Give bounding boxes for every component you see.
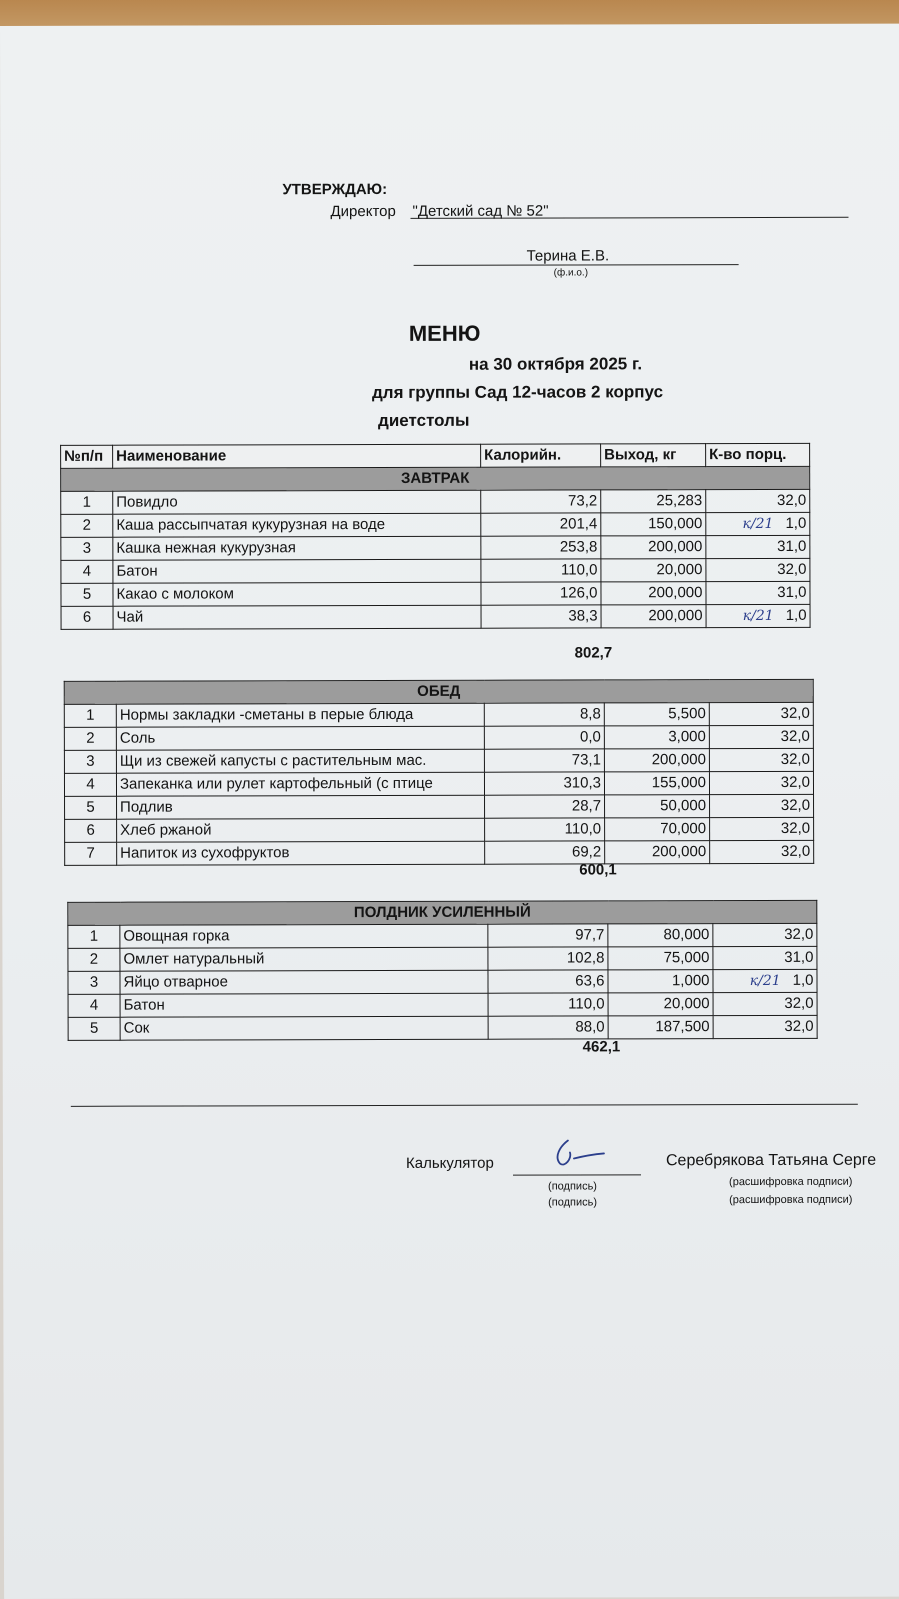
yield-value: 25,283 bbox=[601, 490, 706, 513]
table-row bbox=[68, 992, 817, 1017]
calories-value: 310,3 bbox=[484, 772, 604, 795]
portions-value: 32,0 bbox=[709, 771, 813, 794]
portions-value bbox=[706, 512, 810, 535]
menu-date: на 30 октября 2025 г. bbox=[468, 354, 643, 374]
table-row bbox=[64, 748, 813, 773]
yield-value: 200,000 bbox=[605, 841, 710, 864]
calories-value: 126,0 bbox=[481, 582, 601, 605]
approve-label: УТВЕРЖДАЮ: bbox=[282, 180, 388, 199]
calories-value: 110,0 bbox=[488, 993, 608, 1016]
row-number: 2 bbox=[68, 948, 120, 971]
dish-name: Овощная горка bbox=[120, 924, 488, 948]
row-number: 4 bbox=[68, 994, 120, 1017]
handwritten-note: к/21 bbox=[749, 972, 781, 990]
row-number: 2 bbox=[64, 727, 116, 750]
breakfast-total: 802,7 bbox=[574, 644, 613, 662]
dish-name: Чай bbox=[113, 605, 481, 629]
row-number: 5 bbox=[65, 796, 117, 819]
yield-value: 150,000 bbox=[601, 513, 706, 536]
row-number: 5 bbox=[68, 1017, 120, 1040]
table-row bbox=[61, 558, 810, 583]
portions-value: 32,0 bbox=[713, 923, 817, 946]
yield-value: 75,000 bbox=[608, 947, 713, 970]
portions-value: 32,0 bbox=[713, 1015, 817, 1038]
yield-value: 200,000 bbox=[601, 605, 706, 628]
calories-value: 97,7 bbox=[488, 924, 608, 947]
yield-value: 50,000 bbox=[605, 795, 710, 818]
portions-value: 32,0 bbox=[709, 725, 813, 748]
portions-value: 31,0 bbox=[713, 946, 817, 969]
signature-caption: (подпись) bbox=[548, 1180, 597, 1193]
yield-value: 200,000 bbox=[604, 749, 709, 772]
handwritten-note: к/21 bbox=[742, 515, 774, 533]
dish-name: Подлив bbox=[117, 795, 485, 819]
calories-value: 110,0 bbox=[485, 818, 605, 841]
calculator-label: Калькулятор bbox=[405, 1154, 494, 1172]
portions-value: 32,0 bbox=[706, 489, 810, 512]
dish-name: Нормы закладки -сметаны в перые блюда bbox=[116, 703, 484, 727]
table-header-row bbox=[61, 443, 810, 468]
yield-value: 20,000 bbox=[608, 993, 713, 1016]
row-number: 1 bbox=[61, 491, 113, 514]
calories-value: 0,0 bbox=[484, 726, 604, 749]
director-label: Директор bbox=[330, 202, 396, 221]
column-header: Калорийн. bbox=[481, 444, 601, 467]
menu-document bbox=[0, 24, 899, 1599]
table-row bbox=[64, 702, 813, 727]
calories-value: 63,6 bbox=[488, 970, 608, 993]
portions-value: 32,0 bbox=[710, 817, 814, 840]
dish-name: Сок bbox=[120, 1016, 488, 1040]
portions-value: 32,0 bbox=[706, 558, 810, 581]
director-name: Терина Е.В. bbox=[526, 247, 610, 265]
calories-value: 28,7 bbox=[485, 795, 605, 818]
row-number: 6 bbox=[61, 606, 113, 629]
calories-value: 8,8 bbox=[484, 703, 604, 726]
row-number: 4 bbox=[61, 560, 113, 583]
column-header: №п/п bbox=[61, 445, 113, 468]
portions-value: 32,0 bbox=[713, 992, 817, 1015]
column-header: Выход, кг bbox=[601, 444, 706, 467]
row-number: 7 bbox=[65, 842, 117, 865]
signature-caption: (подпись) bbox=[548, 1196, 598, 1209]
table-row bbox=[68, 923, 817, 948]
table-row bbox=[61, 604, 810, 629]
column-header: Наименование bbox=[113, 444, 481, 468]
yield-value: 3,000 bbox=[604, 726, 709, 749]
snack-table bbox=[67, 900, 817, 1041]
table-row bbox=[64, 725, 813, 750]
portions-value: 31,0 bbox=[706, 535, 810, 558]
section-title-lunch: ОБЕД bbox=[64, 679, 813, 704]
row-number: 4 bbox=[64, 773, 116, 796]
document-divider bbox=[71, 1104, 858, 1107]
decode-caption: (расшифровка подписи) bbox=[729, 1193, 853, 1207]
portions-value: 32,0 bbox=[710, 840, 814, 863]
table-row bbox=[61, 512, 810, 537]
handwritten-note: к/21 bbox=[742, 607, 774, 625]
yield-value: 200,000 bbox=[601, 582, 706, 605]
lunch-total: 600,1 bbox=[579, 861, 617, 879]
calories-value: 110,0 bbox=[481, 559, 601, 582]
yield-value: 80,000 bbox=[608, 924, 713, 947]
column-header: К-во порц. bbox=[706, 443, 810, 466]
calories-value: 253,8 bbox=[481, 536, 601, 559]
dish-name: Повидло bbox=[113, 490, 481, 514]
name-underline bbox=[414, 264, 739, 266]
director-value: "Детский сад № 52" bbox=[412, 202, 549, 220]
calculator-name: Серебрякова Татьяна Серге bbox=[665, 1151, 877, 1170]
menu-group: для группы Сад 12-часов 2 корпус bbox=[371, 382, 664, 403]
dish-name: Какао с молоком bbox=[113, 582, 481, 606]
menu-heading: МЕНЮ bbox=[408, 320, 481, 346]
decode-caption: (расшифровка подписи) bbox=[729, 1175, 853, 1189]
dish-name: Кашка нежная кукурузная bbox=[113, 536, 481, 560]
table-row bbox=[65, 840, 814, 865]
yield-value: 1,000 bbox=[608, 970, 713, 993]
table-row bbox=[65, 794, 814, 819]
table-row bbox=[65, 817, 814, 842]
row-number: 3 bbox=[64, 750, 116, 773]
yield-value: 20,000 bbox=[601, 559, 706, 582]
yield-value: 70,000 bbox=[605, 818, 710, 841]
dish-name: Запеканка или рулет картофельный (с птице bbox=[116, 772, 484, 796]
signature-underline bbox=[513, 1174, 641, 1175]
portions-value: 32,0 bbox=[709, 748, 813, 771]
calories-value: 88,0 bbox=[488, 1016, 608, 1039]
row-number: 1 bbox=[68, 925, 120, 948]
yield-value: 200,000 bbox=[601, 536, 706, 559]
calories-value: 102,8 bbox=[488, 947, 608, 970]
dish-name: Батон bbox=[113, 559, 481, 583]
section-title-breakfast: ЗАВТРАК bbox=[61, 466, 810, 491]
row-number: 3 bbox=[61, 537, 113, 560]
portions-value bbox=[713, 969, 817, 992]
portions-value bbox=[706, 604, 810, 627]
fio-caption: (ф.и.о.) bbox=[553, 267, 589, 279]
calories-value: 201,4 bbox=[481, 513, 601, 536]
dish-name: Каша рассыпчатая кукурузная на воде bbox=[113, 513, 481, 537]
dish-name: Соль bbox=[116, 726, 484, 750]
dish-name: Хлеб ржаной bbox=[117, 818, 485, 842]
portions-value: 31,0 bbox=[706, 581, 810, 604]
row-number: 2 bbox=[61, 514, 113, 537]
calories-value: 38,3 bbox=[481, 605, 601, 628]
snack-total: 462,1 bbox=[582, 1038, 621, 1056]
table-row bbox=[68, 969, 817, 994]
row-number: 5 bbox=[61, 583, 113, 606]
director-underline bbox=[411, 217, 849, 219]
portions-value: 32,0 bbox=[709, 702, 813, 725]
calories-value: 73,2 bbox=[481, 490, 601, 513]
section-title-snack: ПОЛДНИК УСИЛЕННЫЙ bbox=[68, 900, 817, 925]
table-row bbox=[61, 581, 810, 606]
row-number: 3 bbox=[68, 971, 120, 994]
dish-name: Напиток из сухофруктов bbox=[117, 841, 485, 865]
row-number: 6 bbox=[65, 819, 117, 842]
table-row bbox=[61, 535, 810, 560]
lunch-table bbox=[64, 679, 814, 866]
portions-value: 32,0 bbox=[710, 794, 814, 817]
table-row bbox=[68, 1015, 817, 1040]
yield-value: 5,500 bbox=[604, 703, 709, 726]
dish-name: Яйцо отварное bbox=[120, 970, 488, 994]
dish-name: Щи из свежей капусты с растительным мас. bbox=[116, 749, 484, 773]
breakfast-table bbox=[60, 443, 810, 630]
table-row bbox=[68, 946, 817, 971]
portions-number: 1,0 bbox=[785, 606, 807, 624]
menu-diet: диетстолы bbox=[378, 410, 470, 431]
calories-value: 69,2 bbox=[485, 841, 605, 864]
calories-value: 73,1 bbox=[484, 749, 604, 772]
table-row bbox=[61, 489, 810, 514]
yield-value: 187,500 bbox=[608, 1016, 713, 1039]
yield-value: 155,000 bbox=[604, 772, 709, 795]
dish-name: Омлет натуральный bbox=[120, 947, 488, 971]
dish-name: Батон bbox=[120, 993, 488, 1017]
portions-number: 1,0 bbox=[792, 971, 814, 989]
row-number: 1 bbox=[64, 704, 116, 727]
table-row bbox=[64, 771, 813, 796]
portions-number: 1,0 bbox=[785, 514, 807, 532]
handwritten-signature bbox=[548, 1136, 608, 1170]
